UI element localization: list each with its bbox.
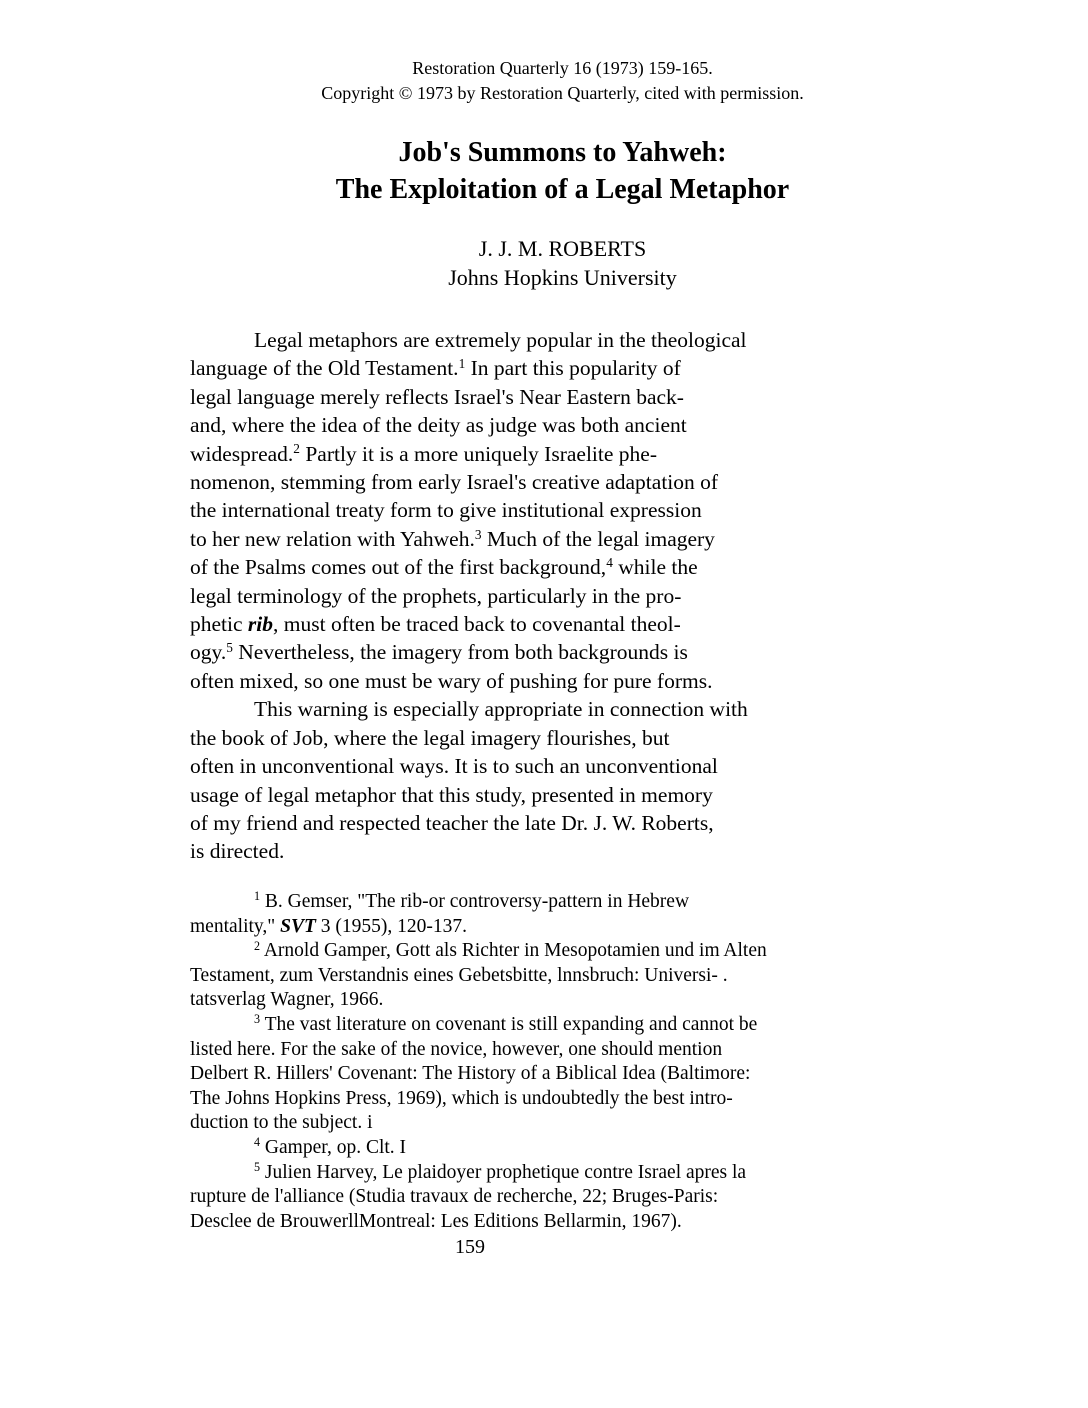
footnote-line <box>190 964 870 989</box>
text-segment: The Johns Hopkins Press, 1969), which is undoubtedly the best intro- <box>190 1087 733 1109</box>
body-line <box>190 582 870 610</box>
footnotes <box>190 890 870 1234</box>
article-title-line2: The Exploitation of a Legal Metaphor <box>335 174 790 205</box>
text-segment: often mixed, so one must be wary of pushing for pure forms. <box>190 668 713 693</box>
footnote-marker: 5 <box>254 1159 261 1174</box>
footnote-marker: 1 <box>458 356 466 372</box>
text-segment: usage of legal metaphor that this study, presented in memory <box>190 782 713 807</box>
text-segment: The vast literature on covenant is still expanding and cannot be <box>260 1013 758 1035</box>
body-line <box>190 525 870 553</box>
journal-citation: Restoration Quarterly 16 (1973) 159-165. <box>412 58 713 78</box>
article-title-line1: Job's Summons to Yahweh: <box>398 137 727 168</box>
footnote-line <box>190 915 870 940</box>
footnote-line <box>190 1013 870 1038</box>
author-affiliation: Johns Hopkins University <box>448 265 677 290</box>
text-segment: Partly it is a more uniquely Israelite phe- <box>299 441 657 466</box>
text-segment: This warning is especially appropriate in connection with <box>254 697 748 722</box>
text-segment: Nevertheless, the imagery from both backgrounds is <box>232 640 688 665</box>
text-segment: legal terminology of the prophets, particularly in the pro- <box>190 583 682 608</box>
body-line <box>190 496 870 524</box>
footnote-line <box>190 1038 870 1063</box>
body-line <box>190 354 870 382</box>
footnote-marker: 3 <box>254 1012 261 1027</box>
body-line <box>190 440 870 468</box>
text-segment: , must often be traced back to covenantal theol- <box>273 612 681 637</box>
footnote-line <box>190 939 870 964</box>
footnote-line <box>190 1210 870 1235</box>
text-segment: nomenon, stemming from early Israel's creative adaptation of <box>190 470 719 495</box>
text-segment: ogy. <box>190 640 227 665</box>
text-segment: the book of Job, where the legal imagery flourishes, but <box>190 725 670 750</box>
body-line <box>190 468 870 496</box>
text-segment: rupture de l'alliance (Studia travaux de recherche, 22; Bruges-Paris: <box>190 1186 719 1208</box>
footnote-line <box>190 1062 870 1087</box>
text-segment: is directed. <box>190 839 285 864</box>
text-segment: duction to the subject. i <box>190 1112 373 1134</box>
body-line <box>190 383 870 411</box>
footnote-marker: 1 <box>254 889 261 904</box>
text-segment: often in unconventional ways. It is to such an unconventional <box>190 754 718 779</box>
footnote-line <box>190 1161 870 1186</box>
footnote <box>190 939 870 1013</box>
footnote-line <box>190 890 870 915</box>
author-name: J. J. M. ROBERTS <box>478 236 647 261</box>
text-segment: the international treaty form to give institutional expression <box>190 498 702 523</box>
footnote-marker: 4 <box>606 554 613 570</box>
body-line <box>190 411 870 439</box>
footnote <box>190 890 870 939</box>
italic-term: SVT <box>280 915 316 937</box>
footnote <box>190 1013 870 1136</box>
text-segment: listed here. For the sake of the novice, however, one should mention <box>190 1038 723 1060</box>
footnote-line <box>190 1185 870 1210</box>
body-line <box>190 752 870 780</box>
body-line <box>190 326 870 354</box>
body-line <box>190 809 870 837</box>
text-segment: Much of the legal imagery <box>481 526 715 551</box>
text-segment: of the Psalms comes out of the first background, <box>190 555 607 580</box>
text-segment: phetic <box>190 612 248 637</box>
paragraph <box>190 695 870 865</box>
text-segment: to her new relation with Yahweh. <box>190 526 475 551</box>
text-segment: legal language merely reflects Israel's Near Eastern back- <box>190 384 684 409</box>
footnote-marker: 4 <box>254 1135 261 1150</box>
body-line <box>190 781 870 809</box>
footnote-marker: 5 <box>226 640 233 656</box>
journal-header <box>230 56 895 106</box>
body-line <box>190 837 870 865</box>
text-segment: Gamper, op. Clt. I <box>260 1136 407 1158</box>
text-segment: Julien Harvey, Le plaidoyer prophetique contre Israel apres la <box>260 1161 747 1183</box>
text-segment: while the <box>612 555 698 580</box>
text-segment: language of the Old Testament. <box>190 356 459 381</box>
text-segment: of my friend and respected teacher the late Dr. J. W. Roberts, <box>190 810 714 835</box>
footnote <box>190 1161 870 1235</box>
footnote-line <box>190 1136 870 1161</box>
text-segment: mentality," <box>190 915 281 937</box>
footnote-line <box>190 988 870 1013</box>
footnote-marker: 2 <box>254 938 261 953</box>
copyright-line: Copyright © 1973 by Restoration Quarterly, cited with permission. <box>321 83 804 103</box>
body-line <box>190 610 870 638</box>
page-number: 159 <box>455 1236 485 1258</box>
italic-term: rib <box>247 612 274 637</box>
author-block <box>230 234 895 292</box>
text-segment: Desclee de BrouwerllMontreal: Les Editions Bellarmin, 1967). <box>190 1210 682 1232</box>
text-segment: and, where the idea of the deity as judge was both ancient <box>190 413 687 438</box>
text-segment: widespread. <box>190 441 294 466</box>
body-line <box>190 638 870 666</box>
text-segment: Legal metaphors are extremely popular in the theological <box>254 328 747 352</box>
body-line <box>190 724 870 752</box>
body-line <box>190 667 870 695</box>
footnote-marker: 3 <box>474 526 482 542</box>
body-line <box>190 553 870 581</box>
paragraph <box>190 326 870 695</box>
article-body <box>190 326 870 866</box>
footnote-marker: 2 <box>293 441 300 457</box>
article-title <box>230 134 895 208</box>
body-line <box>190 695 870 723</box>
text-segment: 3 (1955), 120-137. <box>315 915 467 937</box>
text-segment: B. Gemser, "The rib-or controversy-pattern in Hebrew <box>260 891 690 912</box>
footnote-line <box>190 1111 870 1136</box>
text-segment: Testament, zum Verstandnis eines Gebetsbitte, lnnsbruch: Universi- . <box>190 964 728 986</box>
text-segment: In part this popularity of <box>465 356 681 381</box>
text-segment: Delbert R. Hillers' Covenant: The History of a Biblical Idea (Baltimore: <box>190 1063 751 1085</box>
text-segment: tatsverlag Wagner, 1966. <box>190 989 384 1011</box>
footnote-line <box>190 1087 870 1112</box>
text-segment: Arnold Gamper, Gott als Richter in Mesopotamien und im Alten <box>260 940 767 962</box>
footnote <box>190 1136 870 1161</box>
